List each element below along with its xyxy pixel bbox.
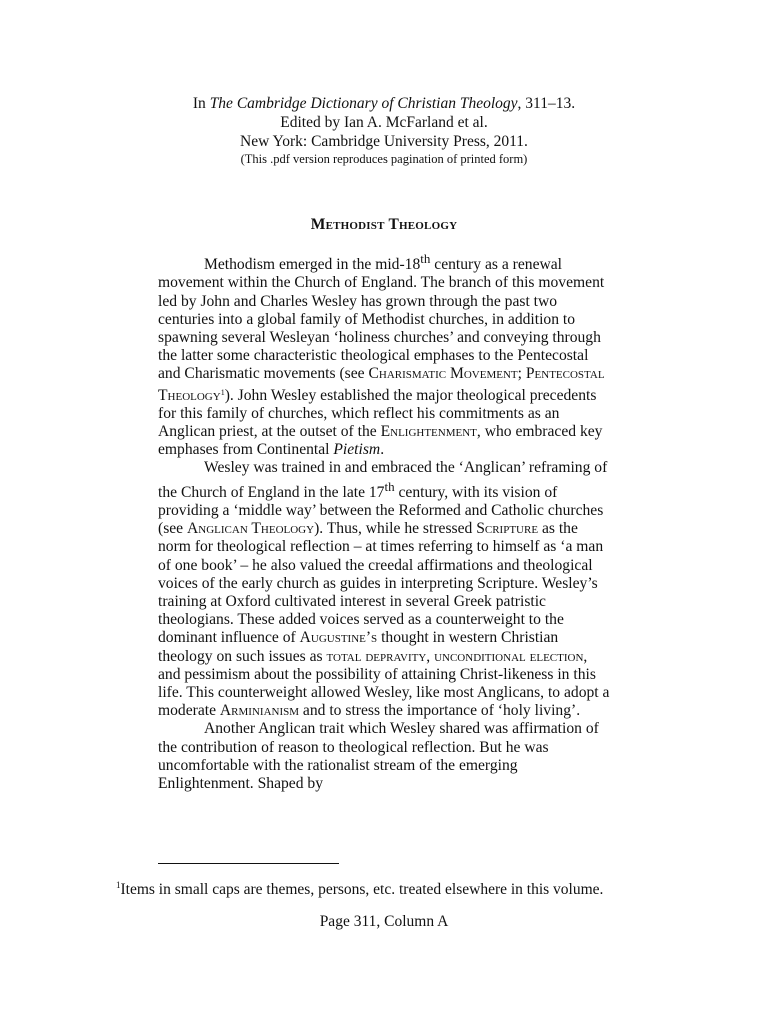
cross-reference: Scripture: [476, 520, 539, 538]
text-run: .: [380, 441, 385, 459]
citation-source: [0, 94, 768, 113]
article-body: [158, 250, 610, 793]
text-run: ). John Wesley established the major theological precedents for this family of churches, which reflect his commitments as an Anglican priest, at the outset of the: [158, 386, 597, 441]
paragraph-2: [158, 459, 610, 720]
paragraph-1: [158, 250, 610, 459]
citation-pages: , 311–13.: [517, 95, 576, 112]
text-run: century as a renewal movement within the Church of England. The branch of this movement led by John and Charles Wesley has grown through the past two centuries into a global family of Methodist churches, in addition to spawning several Wesleyan ‘holiness churches’ and conveying through the latter some characteristic theological emphases to the Pentecostal and Charismatic movements (see: [158, 256, 605, 383]
footnote-reference: 1: [220, 387, 225, 397]
text-run: thought in western Christian theology on such issues as: [158, 629, 559, 665]
citation-prefix: In: [192, 95, 210, 112]
text-run: Wesley was trained in and embraced the ‘Anglican’ reframing of the Church of England in the late 17: [158, 459, 608, 501]
page-footer: Page 311, Column A: [319, 913, 449, 930]
cross-reference: Enlightenment: [380, 423, 477, 441]
citation-editor: Edited by Ian A. McFarland et al.: [280, 114, 488, 131]
citation-block: [0, 94, 768, 168]
footnote-text: Items in small caps are themes, persons, etc. treated elsewhere in this volume.: [120, 881, 604, 898]
footnote-marker: 1: [116, 880, 121, 890]
paragraph-3: [158, 720, 610, 793]
cross-reference: Charismatic Movement; Pentecostal Theology: [158, 365, 605, 404]
cross-reference: Arminianism: [219, 702, 300, 720]
citation-publisher: New York: Cambridge University Press, 2011.: [240, 133, 528, 150]
cross-reference: Anglican Theology: [187, 520, 315, 538]
cross-reference: total depravity: [326, 647, 427, 665]
footnote: [116, 880, 603, 899]
text-run: as the norm for theological reflection – at times referring to himself as ‘a man of one book’ – he also valued the creedal affirmations and theological voices of the early church as guides in interpreting Scripture. Wesley’s training at Oxford cultivated interest in several Greek patristic theologians. These added voices served as a counterweight to the dominant influence of: [158, 520, 604, 647]
cross-reference: unconditional election: [434, 647, 584, 665]
ordinal-suffix: th: [420, 251, 431, 266]
article-title: Methodist Theology: [310, 216, 458, 233]
text-run: , who embraced key emphases from Continental: [158, 423, 603, 459]
text-run: Methodism emerged in the mid-18: [204, 256, 421, 274]
text-run: century, with its vision of providing a ‘middle way’ between the Reformed and Catholic churches (see: [158, 483, 604, 538]
cross-reference: Augustine’s: [299, 629, 378, 647]
citation-note: (This .pdf version reproduces pagination of printed form): [240, 152, 528, 166]
text-run: ,: [426, 647, 435, 665]
text-run: Another Anglican trait which Wesley shared was affirmation of the contribution of reason to theological reflection. But he was uncomfortable with the rationalist stream of the emerging Enlightenment. Shaped by: [158, 720, 599, 793]
footnote-divider: [158, 863, 339, 864]
book-title: The Cambridge Dictionary of Christian Theology: [209, 95, 518, 112]
text-run: and to stress the importance of ‘holy living’.: [299, 702, 581, 720]
ordinal-suffix: th: [384, 478, 395, 494]
text-run: , and pessimism about the possibility of attaining Christ-likeness in this life. This counterweight allowed Wesley, like most Anglicans, to adopt a moderate: [158, 647, 610, 720]
text-run: ). Thus, while he stressed: [314, 520, 477, 538]
italic-term: Pietism: [333, 441, 381, 459]
